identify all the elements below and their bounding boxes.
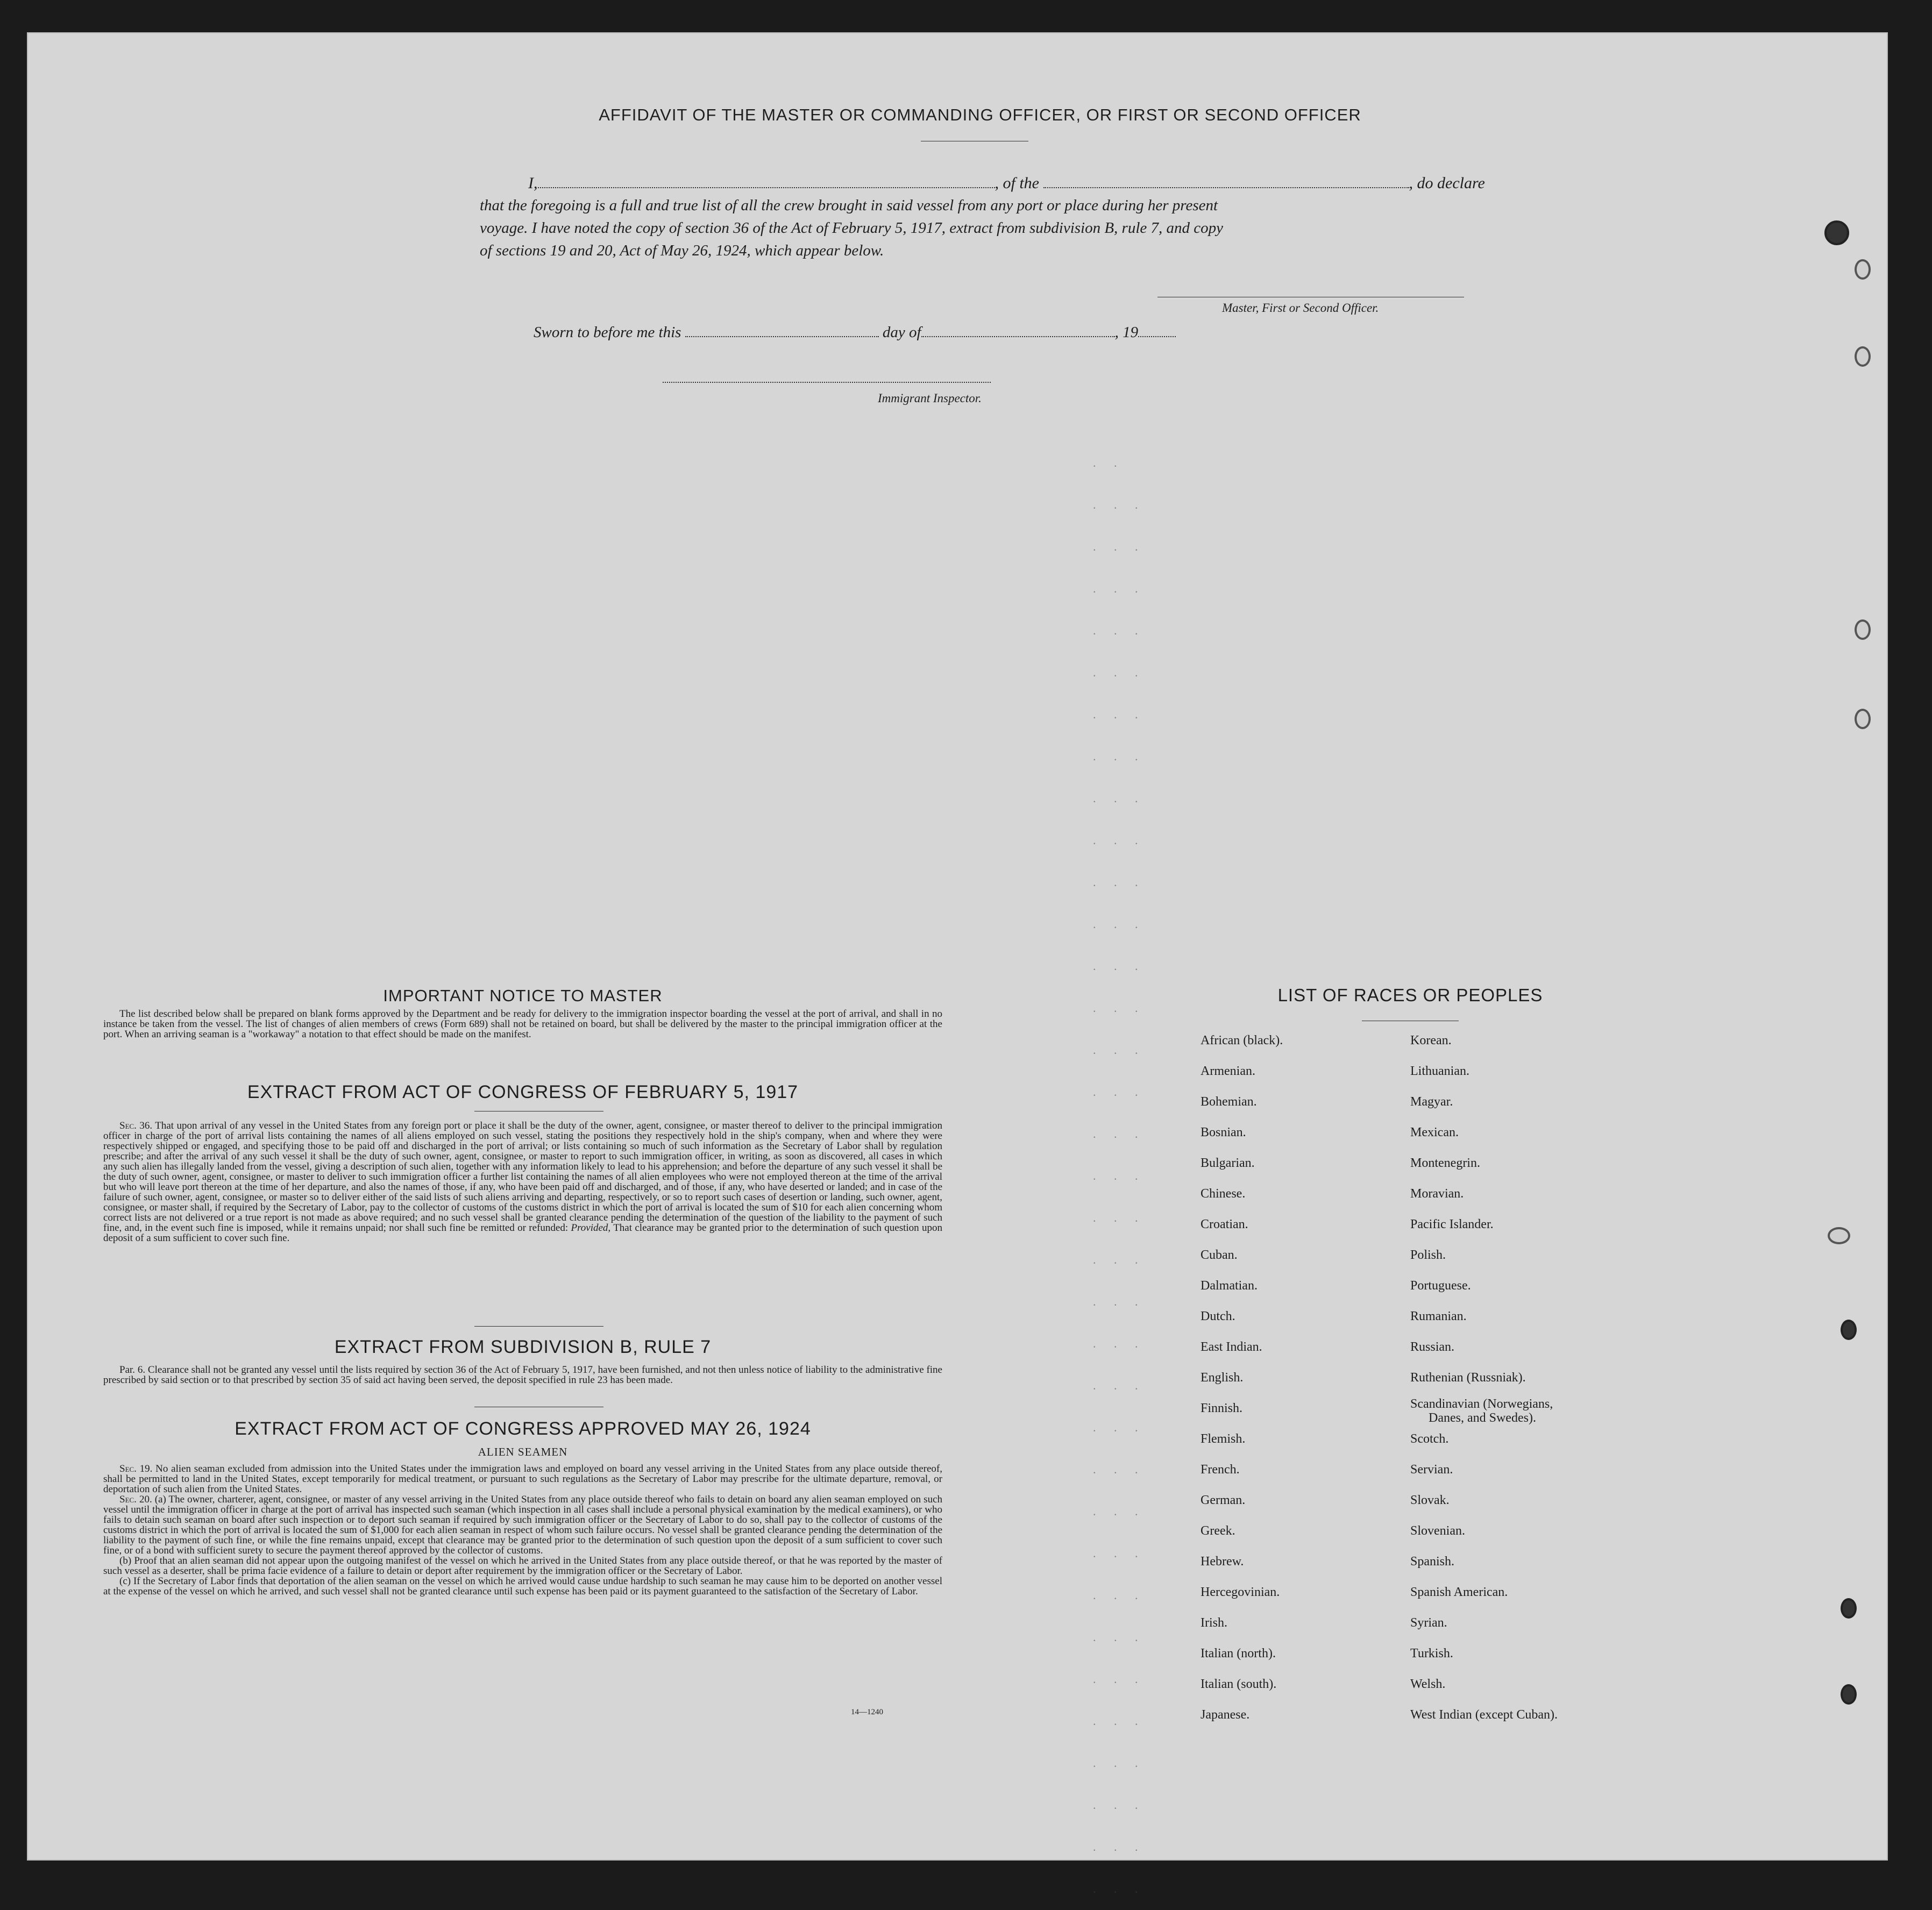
race-item: Montenegrin.	[1410, 1156, 1480, 1170]
extract-1924-title: EXTRACT FROM ACT OF CONGRESS APPROVED MAY 26, 1924	[235, 1419, 811, 1439]
notice-title: IMPORTANT NOTICE TO MASTER	[383, 986, 663, 1005]
race-item: Polish.	[1410, 1248, 1446, 1262]
race-item: Rumanian.	[1410, 1309, 1467, 1323]
name-blank	[538, 187, 995, 188]
race-item: Mexican.	[1410, 1125, 1459, 1139]
extract-1917-text	[103, 1121, 942, 1243]
race-item: Italian (north).	[1201, 1647, 1276, 1660]
document-page	[27, 32, 1888, 1895]
vessel-blank	[1043, 187, 1409, 188]
race-item: Slovak.	[1410, 1493, 1450, 1507]
race-item: Japanese.	[1201, 1708, 1250, 1722]
binder-hole	[1841, 1320, 1857, 1340]
affidavit-i: I,	[528, 174, 538, 192]
binder-hole	[1828, 1227, 1850, 1244]
race-item: Hebrew.	[1201, 1555, 1244, 1569]
extract-1917-title: EXTRACT FROM ACT OF CONGRESS OF FEBRUARY 5, 1917	[247, 1082, 799, 1102]
proviso-text: That clearance may be granted prior to the determination of such question upon deposit of a sum sufficient to cover such fine.	[103, 1222, 942, 1244]
race-item: Finnish.	[1201, 1401, 1243, 1415]
affidavit-line1	[528, 174, 1529, 193]
race-item: Bosnian.	[1201, 1125, 1246, 1139]
faint-dot-column: . . . . . . . . . . . . . . . . . . . . . . . . . . . . . . . . . . . . . . . . . . . . . . . . . . . . . . . . . . . . . . . . . . . . . . . . . . . . . . . . . . . . . . . . . . . . . . . . . . . . . . . .	[1093, 456, 1146, 1895]
rule7-top-rule	[474, 1326, 603, 1327]
sworn-year-blank	[1138, 336, 1176, 337]
affidavit-line3: voyage. I have noted the copy of section 36 of the Act of February 5, 1917, extract from subdivision B, rule 7, and copy	[480, 219, 1224, 237]
race-item: Cuban.	[1201, 1248, 1238, 1262]
sec-20a-text: (a) The owner, charterer, agent, consignee, or master of any vessel arriving in the United States from any place outside thereof who fails to detain on board any alien seaman employed on such vessel until the immigration officer in charge at the port of arrival has inspected such seaman (which inspection in all cases shall include a personal physical examination by the medical examiners), or who fails to detain such seaman on board after such inspection or to deport such seaman if required by such immigration officer or the Secretary of Labor to do so, shall pay to the collector of customs of the customs district in which the port of arrival is located the sum of $1,000 for each alien seaman in respect of whom such failure occurs. No vessel shall be granted clearance pending the determination of the liability to the payment of such fine, or while the fine remains unpaid, except that clearance may be granted prior to the determination of such question upon the deposit of a sum sufficient to cover such fine, or of a bond with sufficient surety to secure the payment thereof approved by the collector of customs.	[103, 1494, 943, 1556]
race-item: Bulgarian.	[1201, 1156, 1255, 1170]
race-item: Croatian.	[1201, 1217, 1248, 1231]
race-item: Irish.	[1201, 1616, 1227, 1630]
affidavit-title: AFFIDAVIT OF THE MASTER OR COMMANDING OFFICER, OR FIRST OR SECOND OFFICER	[599, 105, 1361, 124]
sec-36-label: Sec. 36.	[119, 1120, 153, 1131]
form-number: 14—1240	[851, 1708, 883, 1716]
race-item: Bohemian.	[1201, 1095, 1257, 1109]
race-item: Pacific Islander.	[1410, 1217, 1494, 1231]
affidavit-line2: that the foregoing is a full and true list of all the crew brought in said vessel from any port or place during her present	[480, 197, 1218, 214]
sec-19-text: No alien seaman excluded from admission into the United States under the immigration laws and employed on board any vessel arriving in the United States from any place outside thereof, shall be permitted to land in the United States, except temporarily for medical treatment, or pursuant to such regulations as the Secretary of Labor may prescribe for the ultimate departure, removal, or deportation of such alien from the United States.	[103, 1463, 942, 1495]
binder-hole	[1855, 259, 1871, 280]
race-item: Flemish.	[1201, 1432, 1246, 1446]
binder-hole	[1855, 619, 1871, 640]
race-item: English.	[1201, 1371, 1244, 1385]
sec-20b-text: (b) Proof that an alien seaman did not appear upon the outgoing manifest of the vessel on which he arrived in the United States from any place outside thereof, or that he was reported by the master of such vessel as a deserter, shall be prima facie evidence of a failure to detain or deport after requirement by the immigration officer or the Secretary of Labor.	[103, 1555, 942, 1577]
sworn-prefix: Sworn to before me this	[534, 324, 681, 341]
binder-hole	[1841, 1684, 1857, 1705]
race-item: Lithuanian.	[1410, 1064, 1469, 1078]
race-item: Italian (south).	[1201, 1677, 1277, 1691]
affidavit-line4: of sections 19 and 20, Act of May 26, 1924, which appear below.	[480, 242, 884, 259]
sworn-month-blank	[921, 336, 1115, 337]
sec-36-text: That upon arrival of any vessel in the United States from any foreign port or place it shall be the duty of the owner, agent, consignee, or master thereof to deliver to the principal immigration officer in charge of the port of arrival lists containing the names of all aliens employed on such vessel, stating the positions they respectively hold in the ship's company, when and where they were respectively shipped or engaged, and specifying those to be paid off and discharged in the port of arrival; or lists containing so much of such information as the Secretary of Labor shall by regulation prescribe; and after the arrival of any such vessel it shall be the duty of such owner, agent, consignee, or master to report to such immigration officer, in writing, as soon as discovered, all cases in which any such alien has illegally landed from the vessel, giving a description of such alien, together with any information likely to lead to his apprehension; and before the departure of any such vessel it shall be the duty of such owner, agent, consignee, or master to deliver to such immigration officer a further list containing the names of all alien employees who were not employed thereon at the time of the arrival but who will leave port thereon at the time of her departure, and also the names of those, if any, who have been paid off and discharged, and of those, if any, who have deserted or landed; and in case of the failure of such owner, agent, consignee, or master so to deliver either of the said lists of such aliens arriving and departing, respectively, or so to report such cases of desertion or landing, such owner, agent, consignee, or master shall, if required by the Secretary of Labor, pay to the collector of customs of the customs district in which the port of arrival is located the sum of $10 for each alien concerning whom correct lists are not delivered or a true report is not made as above required; and no such vessel shall be granted clearance pending the determination of the question of the liability to the payment of such fine, and, in the event such fine is imposed, while it remains unpaid; nor shall such fine be remitted or refunded:	[103, 1120, 942, 1234]
affidavit-declare: , do declare	[1409, 174, 1485, 192]
race-item: German.	[1201, 1493, 1246, 1507]
race-item: Turkish.	[1410, 1647, 1453, 1660]
race-item: Dutch.	[1201, 1309, 1235, 1323]
binder-hole	[1855, 346, 1871, 367]
inspector-label: Immigrant Inspector.	[878, 391, 982, 405]
races-left-column	[1174, 1034, 1367, 1770]
sec-20c-text: (c) If the Secretary of Labor finds that deportation of the alien seaman on the vessel on which he arrived would cause undue hardship to such seaman he may cause him to be deported on another vessel at the expense of the vessel on which he arrived, and such vessel shall not be granted clearance until such expense has been paid or its payment guaranteed to the satisfaction of the Secretary of Labor.	[103, 1576, 942, 1597]
races-right-column	[1383, 1034, 1685, 1770]
race-item: West Indian (except Cuban).	[1410, 1708, 1558, 1722]
affidavit-of-the: , of the	[995, 174, 1039, 192]
race-item: Hercegovinian.	[1201, 1585, 1280, 1599]
race-item: Korean.	[1410, 1034, 1452, 1047]
race-item: Spanish.	[1410, 1555, 1455, 1569]
race-item: Scandinavian (Norwegians,	[1410, 1397, 1553, 1411]
sec-19-label: Sec. 19.	[119, 1463, 153, 1474]
race-item: Armenian.	[1201, 1064, 1255, 1078]
master-signature-label: Master, First or Second Officer.	[1222, 301, 1379, 315]
race-item: Syrian.	[1410, 1616, 1447, 1630]
race-item: French.	[1201, 1463, 1240, 1477]
proviso-label: Provided,	[571, 1222, 611, 1234]
race-item: Slovenian.	[1410, 1524, 1465, 1538]
race-item: Chinese.	[1201, 1187, 1246, 1201]
sworn-date-blank	[685, 336, 879, 337]
race-item: Greek.	[1201, 1524, 1235, 1538]
sworn-day-of: day of	[882, 324, 921, 341]
notice-text: The list described below shall be prepared on blank forms approved by the Department and be ready for delivery to the immigration inspector boarding the vessel at the port of arrival, and shall in no instance be taken from the vessel. The list of changes of alien members of crews (Form 689) shall not be retained on board, but shall be delivered by the master to the principal immigration officer at the port. When an arriving seaman is a "workaway" a notation to that effect should be made on the manifest.	[103, 1008, 942, 1040]
binder-hole	[1824, 220, 1849, 245]
races-title: LIST OF RACES OR PEOPLES	[1277, 985, 1543, 1005]
race-item: Moravian.	[1410, 1187, 1464, 1201]
race-item: Portuguese.	[1410, 1279, 1471, 1293]
rule7-title: EXTRACT FROM SUBDIVISION B, RULE 7	[334, 1337, 712, 1357]
race-item: Dalmatian.	[1201, 1279, 1258, 1293]
extract-1924-text	[103, 1464, 942, 1597]
race-item-continued: Danes, and Swedes).	[1429, 1411, 1536, 1425]
sworn-year: , 19	[1114, 324, 1139, 341]
sworn-line	[534, 324, 1176, 341]
race-item: Ruthenian (Russniak).	[1410, 1371, 1526, 1385]
sec-20-label: Sec. 20.	[119, 1494, 152, 1505]
race-item: Magyar.	[1410, 1095, 1453, 1109]
race-item: Scotch.	[1410, 1432, 1449, 1446]
race-item: African (black).	[1201, 1034, 1283, 1047]
race-item: Russian.	[1410, 1340, 1455, 1354]
extract-1924-subtitle: ALIEN SEAMEN	[478, 1445, 568, 1458]
race-item: Spanish American.	[1410, 1585, 1508, 1599]
race-item: East Indian.	[1201, 1340, 1262, 1354]
rule7-text: Par. 6. Clearance shall not be granted any vessel until the lists required by section 36 of the Act of February 5, 1917, have been furnished, and not then unless notice of liability to the administrative fine prescribed by said section or to that prescribed by section 35 of said act having been served, the deposit specified in rule 23 has been made.	[103, 1364, 942, 1386]
binder-hole	[1841, 1598, 1857, 1619]
inspector-signature-line	[663, 382, 991, 383]
binder-hole	[1855, 709, 1871, 729]
race-item: Welsh.	[1410, 1677, 1446, 1691]
race-item: Servian.	[1410, 1463, 1453, 1477]
